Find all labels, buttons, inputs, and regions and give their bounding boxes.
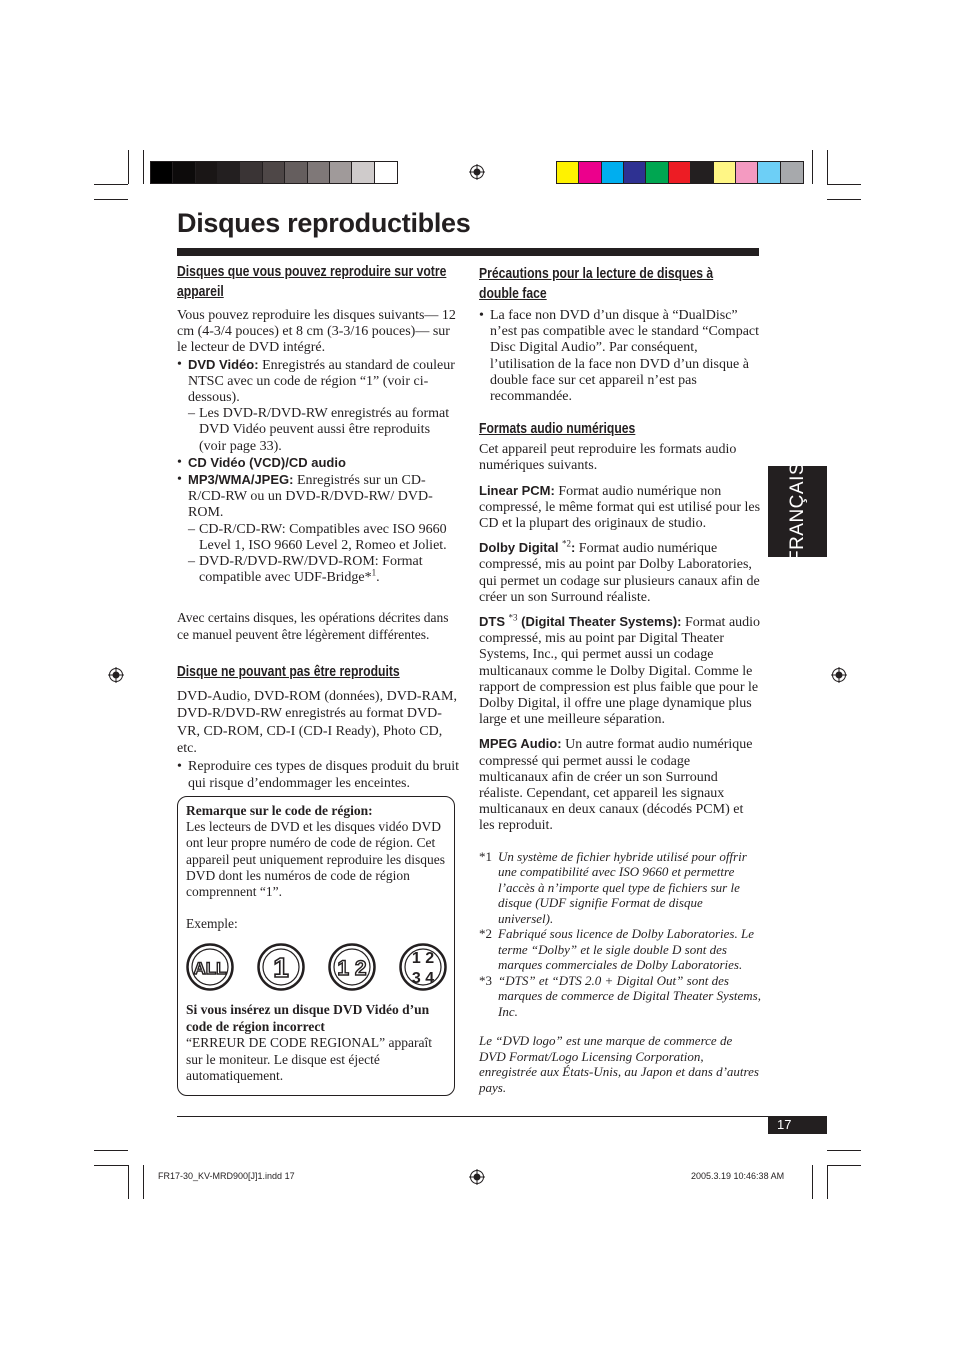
format-dolby-digital: Dolby Digital $^{*2}$: Format audio numérique compressé, mis au point par Dolby Laboratories, qui permet un codage sur plusieurs canaux afin de créer un son Surround réaliste. — [479, 538, 760, 605]
color-swatch — [758, 162, 780, 183]
gray-swatch — [308, 162, 330, 183]
section-heading-dual-disc: Précautions pour la lecture de disques à double face — [479, 266, 714, 302]
footer-date: 2005.3.19 10:46:38 AM — [691, 1171, 785, 1181]
bottom-rule — [177, 1116, 827, 1117]
gray-swatch — [151, 162, 173, 183]
region-1-2-3-4-icon — [399, 943, 447, 991]
region-1-2-icon — [328, 943, 376, 991]
section-heading-audio-formats: Formats audio numériques — [479, 421, 636, 438]
region-1-icon — [257, 943, 305, 991]
region-error-note — [186, 1001, 451, 1085]
color-swatch — [736, 162, 758, 183]
registration-mark-icon — [831, 667, 847, 683]
list-item: • CD Vidéo (VCD)/CD audio — [177, 455, 459, 472]
color-swatch — [691, 162, 713, 183]
box-title: Remarque sur le code de région: — [186, 803, 373, 818]
svg-text:ALL: ALL — [193, 959, 227, 978]
list-item: • Reproduire ces types de disques produit du bruit qui risque d’endommager les enceintes. — [177, 758, 459, 793]
registration-mark-icon — [469, 1169, 485, 1185]
color-swatch — [646, 162, 668, 183]
gray-swatch — [240, 162, 262, 183]
region-all-icon — [186, 943, 234, 991]
format-linear-pcm: Linear PCM: Format audio numérique non compressé, le même format qui est utilisé pour les CD et la plupart des originaux de studio. — [479, 482, 761, 532]
footnote: *2 Fabriqué sous licence de Dolby Laboratories. Le terme “Dolby” et le sigle double D sont des marques commerciales de Dolby Laboratories. — [479, 926, 754, 973]
title-rule — [177, 248, 759, 256]
svg-text:1: 1 — [273, 952, 289, 983]
dvd-logo-notice: Le “DVD logo” est une marque de commerce de DVD Format/Logo Licensing Corporation, enregistrée aux États-Unis, au Japon et dans d’autres pays. — [479, 1033, 759, 1095]
svg-text:3 4: 3 4 — [411, 970, 435, 987]
gray-swatch — [352, 162, 374, 183]
color-swatch — [557, 162, 579, 183]
footnote: *3 “DTS” et “DTS 2.0 + Digital Out” sont des marques de commerce de Digital Theater Systems, Inc. — [479, 972, 761, 1019]
color-swatch — [579, 162, 601, 183]
example-label: Exemple: — [186, 916, 238, 932]
gray-swatch — [330, 162, 352, 183]
gray-swatch — [173, 162, 195, 183]
list-item: • La face non DVD d’un disque à “DualDisc” n’est pas compatible avec le standard “Compact Disc Digital Audio”. Par conséquent, l’utilisation de la face non DVD d’un disque à double face sur cet appareil n’est pas recommandée. — [479, 308, 761, 405]
warning-text: “ERREUR DE CODE REGIONAL” apparaît sur le moniteur. Le disque est éjecté automatiquement. — [186, 1035, 432, 1083]
grayscale-bar — [150, 161, 398, 184]
svg-text:1 2: 1 2 — [337, 957, 367, 980]
language-tab: FRANÇAIS — [768, 466, 827, 557]
box-text: Les lecteurs de DVD et les disques vidéo DVD ont leur propre numéro de code de région. Cet appareil peut uniquement reproduire les disques DVD dont les numéros de code de région comprennent “1”. — [186, 819, 446, 900]
gray-swatch — [263, 162, 285, 183]
gray-swatch — [218, 162, 240, 183]
color-swatch — [624, 162, 646, 183]
not-playable-list: DVD-Audio, DVD-ROM (données), DVD-RAM, DVD-R/DVD-RW enregistrés au format DVD-VR, CD-ROM, CD-I (CD-I Ready), Photo CD, etc. — [177, 688, 457, 757]
gray-swatch — [285, 162, 307, 183]
formats-intro: Cet appareil peut reproduire les formats audio numériques suivants. — [479, 442, 737, 474]
note-text: Avec certains disques, les opérations décrites dans ce manuel peuvent être légèrement différentes. — [177, 610, 449, 642]
left-column — [177, 262, 459, 793]
page-number-box — [768, 1117, 827, 1134]
list-item: • DVD Vidéo: Enregistrés au standard de couleur NTSC avec un code de région “1” (voir ci-dessous). — [177, 357, 459, 407]
format-mpeg-audio: MPEG Audio: Un autre format audio numérique compressé qui permet aussi le codage multicanaux afin de créer un son Surround réaliste. Cependant, cet appareil les signaux multicanaux en deux canaux (décodés PCM) et les reproduit. — [479, 736, 753, 834]
section-heading-not-playable: Disque ne pouvant pas être reproduits — [177, 663, 400, 680]
region-code-note — [186, 803, 451, 932]
color-swatch — [714, 162, 736, 183]
footer-file: FR17-30_KV-MRD900[J]1.indd 17 — [158, 1171, 295, 1181]
gray-swatch — [375, 162, 397, 183]
page-number: 17 — [777, 1117, 792, 1132]
color-swatch — [781, 162, 803, 183]
list-subitem: – CD-R/CD-RW: Compatibles avec ISO 9660 Level 1, ISO 9660 Level 2, Romeo et Joliet. — [188, 521, 447, 553]
intro-text: Vous pouvez reproduire les disques suivants— 12 cm (4-3/4 pouces) et 8 cm (3-3/16 pouces)— sur le lecteur de DVD intégré. — [177, 308, 456, 356]
color-swatch — [602, 162, 624, 183]
color-swatch — [669, 162, 691, 183]
list-subitem: – Les DVD-R/DVD-RW enregistrés au format DVD Vidéo peuvent aussi être reproduits (voir page 33). — [188, 406, 450, 454]
registration-mark-icon — [469, 164, 485, 180]
registration-mark-icon — [108, 667, 124, 683]
warning-title: Si vous insérez un disque DVD Vidéo d’un code de région incorrect — [186, 1002, 430, 1034]
color-bar — [556, 161, 804, 184]
list-subitem: – DVD-R/DVD-RW/DVD-ROM: Format compatible avec UDF-Bridge*$^1$. — [188, 554, 423, 586]
footnote: *1 Un système de fichier hybride utilisé pour offrir une compatibilité avec ISO 9660 et permettre l’accès à n’importe quel type de fichiers sur le disque (UDF signifie Format de disque universel). — [479, 848, 747, 926]
format-dts: DTS $^{*3}$ (Digital Theater Systems): Format audio compressé, mis au point par Digital Theater Systems, Inc., qui permet aussi un codage multicanaux comme le Dolby Digital. Comme le rapport de compression est plus faible que pour le Dolby Digital, il offre une plage dynamique plus large et une meilleure séparation. — [479, 612, 761, 728]
gray-swatch — [196, 162, 218, 183]
section-heading-playable: Disques que vous pouvez reproduire sur votre appareil — [177, 264, 447, 300]
svg-text:1 2: 1 2 — [411, 950, 435, 967]
list-item: • MP3/WMA/JPEG: Enregistrés sur un CD-R/CD-RW ou un DVD-R/DVD-RW/ DVD-ROM. — [177, 472, 459, 522]
footnotes — [479, 849, 761, 1096]
right-column — [479, 264, 761, 1095]
page-title: Disques reproductibles — [177, 208, 471, 238]
